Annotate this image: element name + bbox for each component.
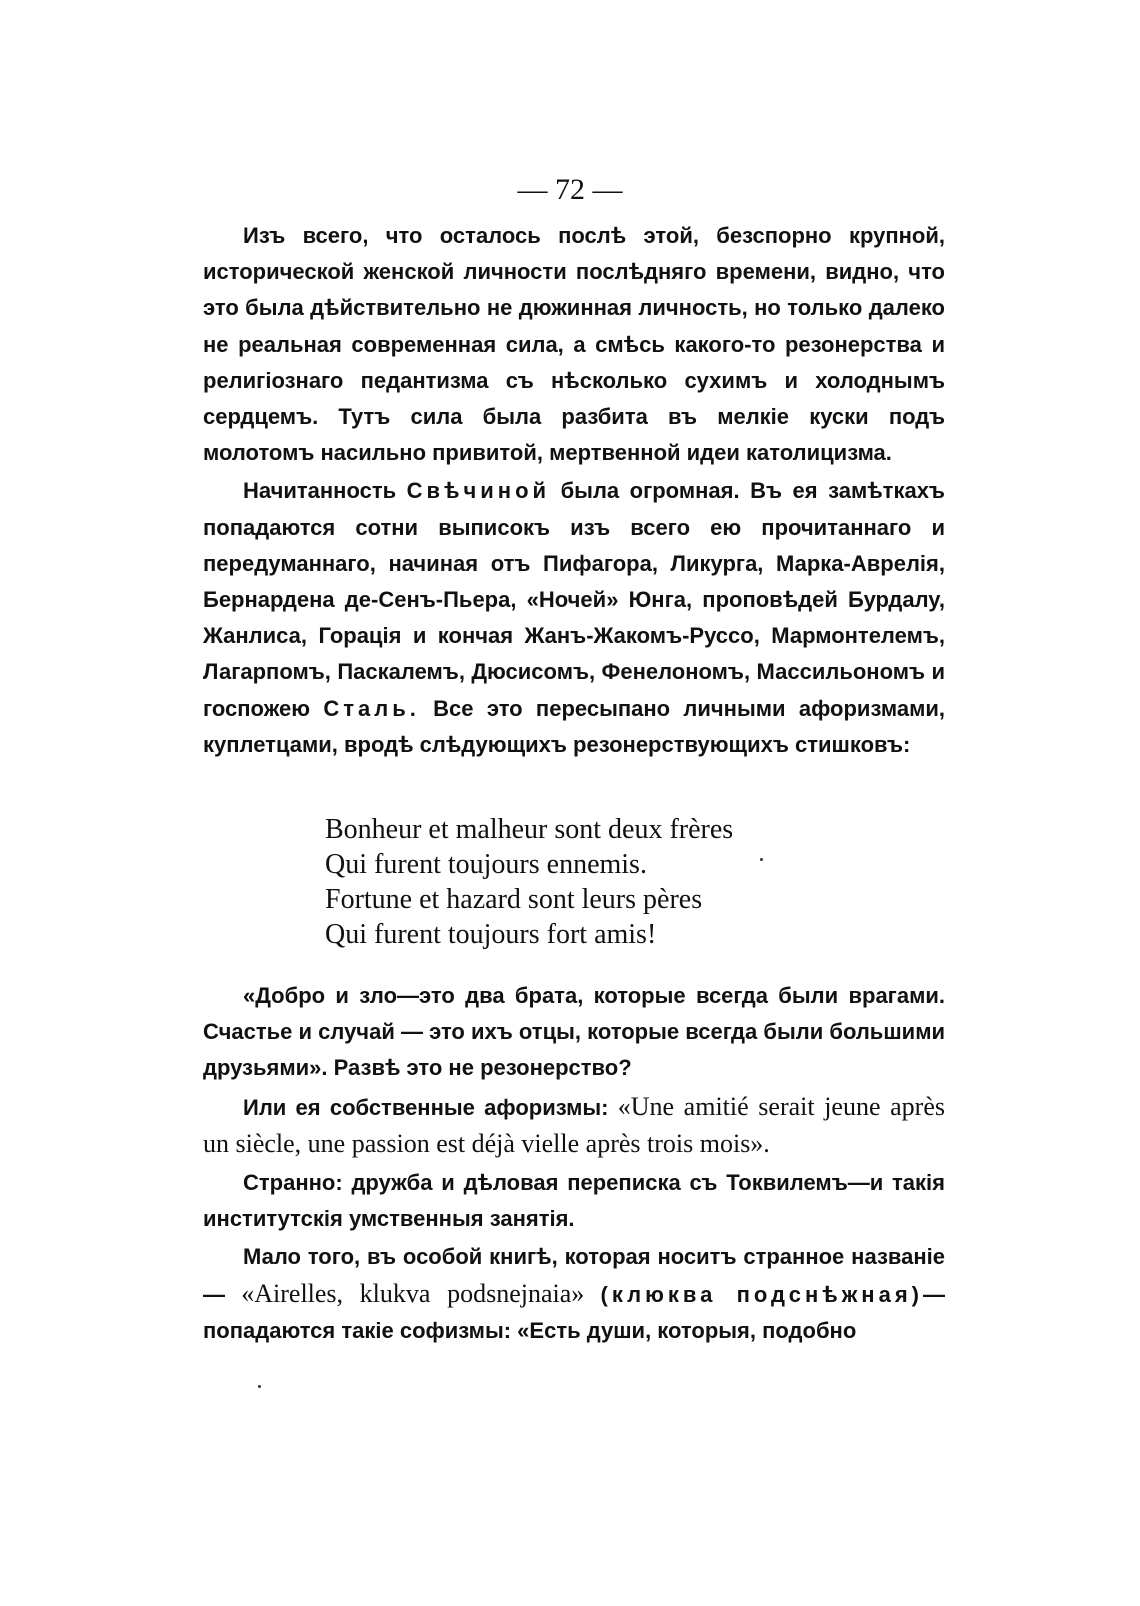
poem-line: Qui furent toujours ennemis. [325,849,647,880]
paragraph-3: «Добро и зло—это два брата, которые всегда были врагами. Счастье и случай — это ихъ отцы, которые всегда были большими друзьями». Развѣ это не резонерство? [203,983,945,1081]
paragraph-5: Странно: дружба и дѣловая переписка съ Токвилемъ—и такiя институтскiя умственныя занятiя. [203,1170,945,1232]
poem-line: Bonheur et malheur sont deux frères [325,814,734,845]
book-title-translation: (клюква подснѣжная) [600,1281,923,1307]
poem-line: Qui furent toujours fort amis! [325,919,657,950]
paragraph-4-start: Или ея собственные афоризмы: [243,1094,609,1120]
paragraph-1: Изъ всего, что осталось послѣ этой, безспорно крупной, исторической женской личности послѣдняго времени, видно, что это была дѣйствительно не дюжинная личность, но только далеко не реальная современная сила, а смѣсь какого-то резонерства и религiознаго педантизма съ нѣсколько сухимъ и холоднымъ сердцемъ. Тутъ сила была разбита въ мелкiе куски подъ молотомъ насильно привитой, мертвенной идеи католицизма. [203,223,945,466]
paragraph-6-end: —попадаются такiе софизмы: «Есть души, которыя, подобно [203,1281,945,1343]
paragraph-4 [203,1089,945,1163]
paragraph-6-start: Мало того, въ особой книгѣ, которая носитъ странное названiе — [203,1244,945,1307]
name-svechina: Свѣчиной [406,478,551,504]
paragraph-2-end: Все это пересыпано личными афоризмами, куплетцами, вродѣ слѣдующихъ резонерствующихъ стишковъ: [203,695,945,757]
print-speck [760,858,763,861]
paragraph-6 [203,1239,945,1349]
print-speck [258,1385,261,1388]
name-stal: Сталь. [323,695,420,721]
poem-quote [325,812,733,952]
paragraph-2-middle: была огромная. Въ ея замѣткахъ попадаются сотни выписокъ изъ всего ею прочитаннаго и передуманнаго, начиная отъ Пифагора, Ликурга, Марка-Аврелiя, Бернардена де-Сенъ-Пьера, «Ночей» Юнга, проповѣдей Бурдалу, Жанлиса, Горацiя и кончая Жанъ-Жакомъ-Руссо, Мармонтелемъ, Лагарпомъ, Паскалемъ, Дюсисомъ, Фенелономъ, Массильономъ и госпожею [203,478,945,721]
book-title: «Airelles, klukva podsnejnaia» [241,1278,585,1308]
body-text-top [203,218,945,763]
poem-line: Fortune et hazard sont leurs pères [325,884,703,915]
body-text-bottom [203,978,945,1349]
page-number: — 72 — [517,173,623,206]
paragraph-2-start: Начитанность [243,478,397,504]
french-aphorism: «Une amitié serait jeune après un siècle, une passion est déjà vielle après trois mois». [203,1091,945,1158]
paragraph-2 [203,473,945,763]
